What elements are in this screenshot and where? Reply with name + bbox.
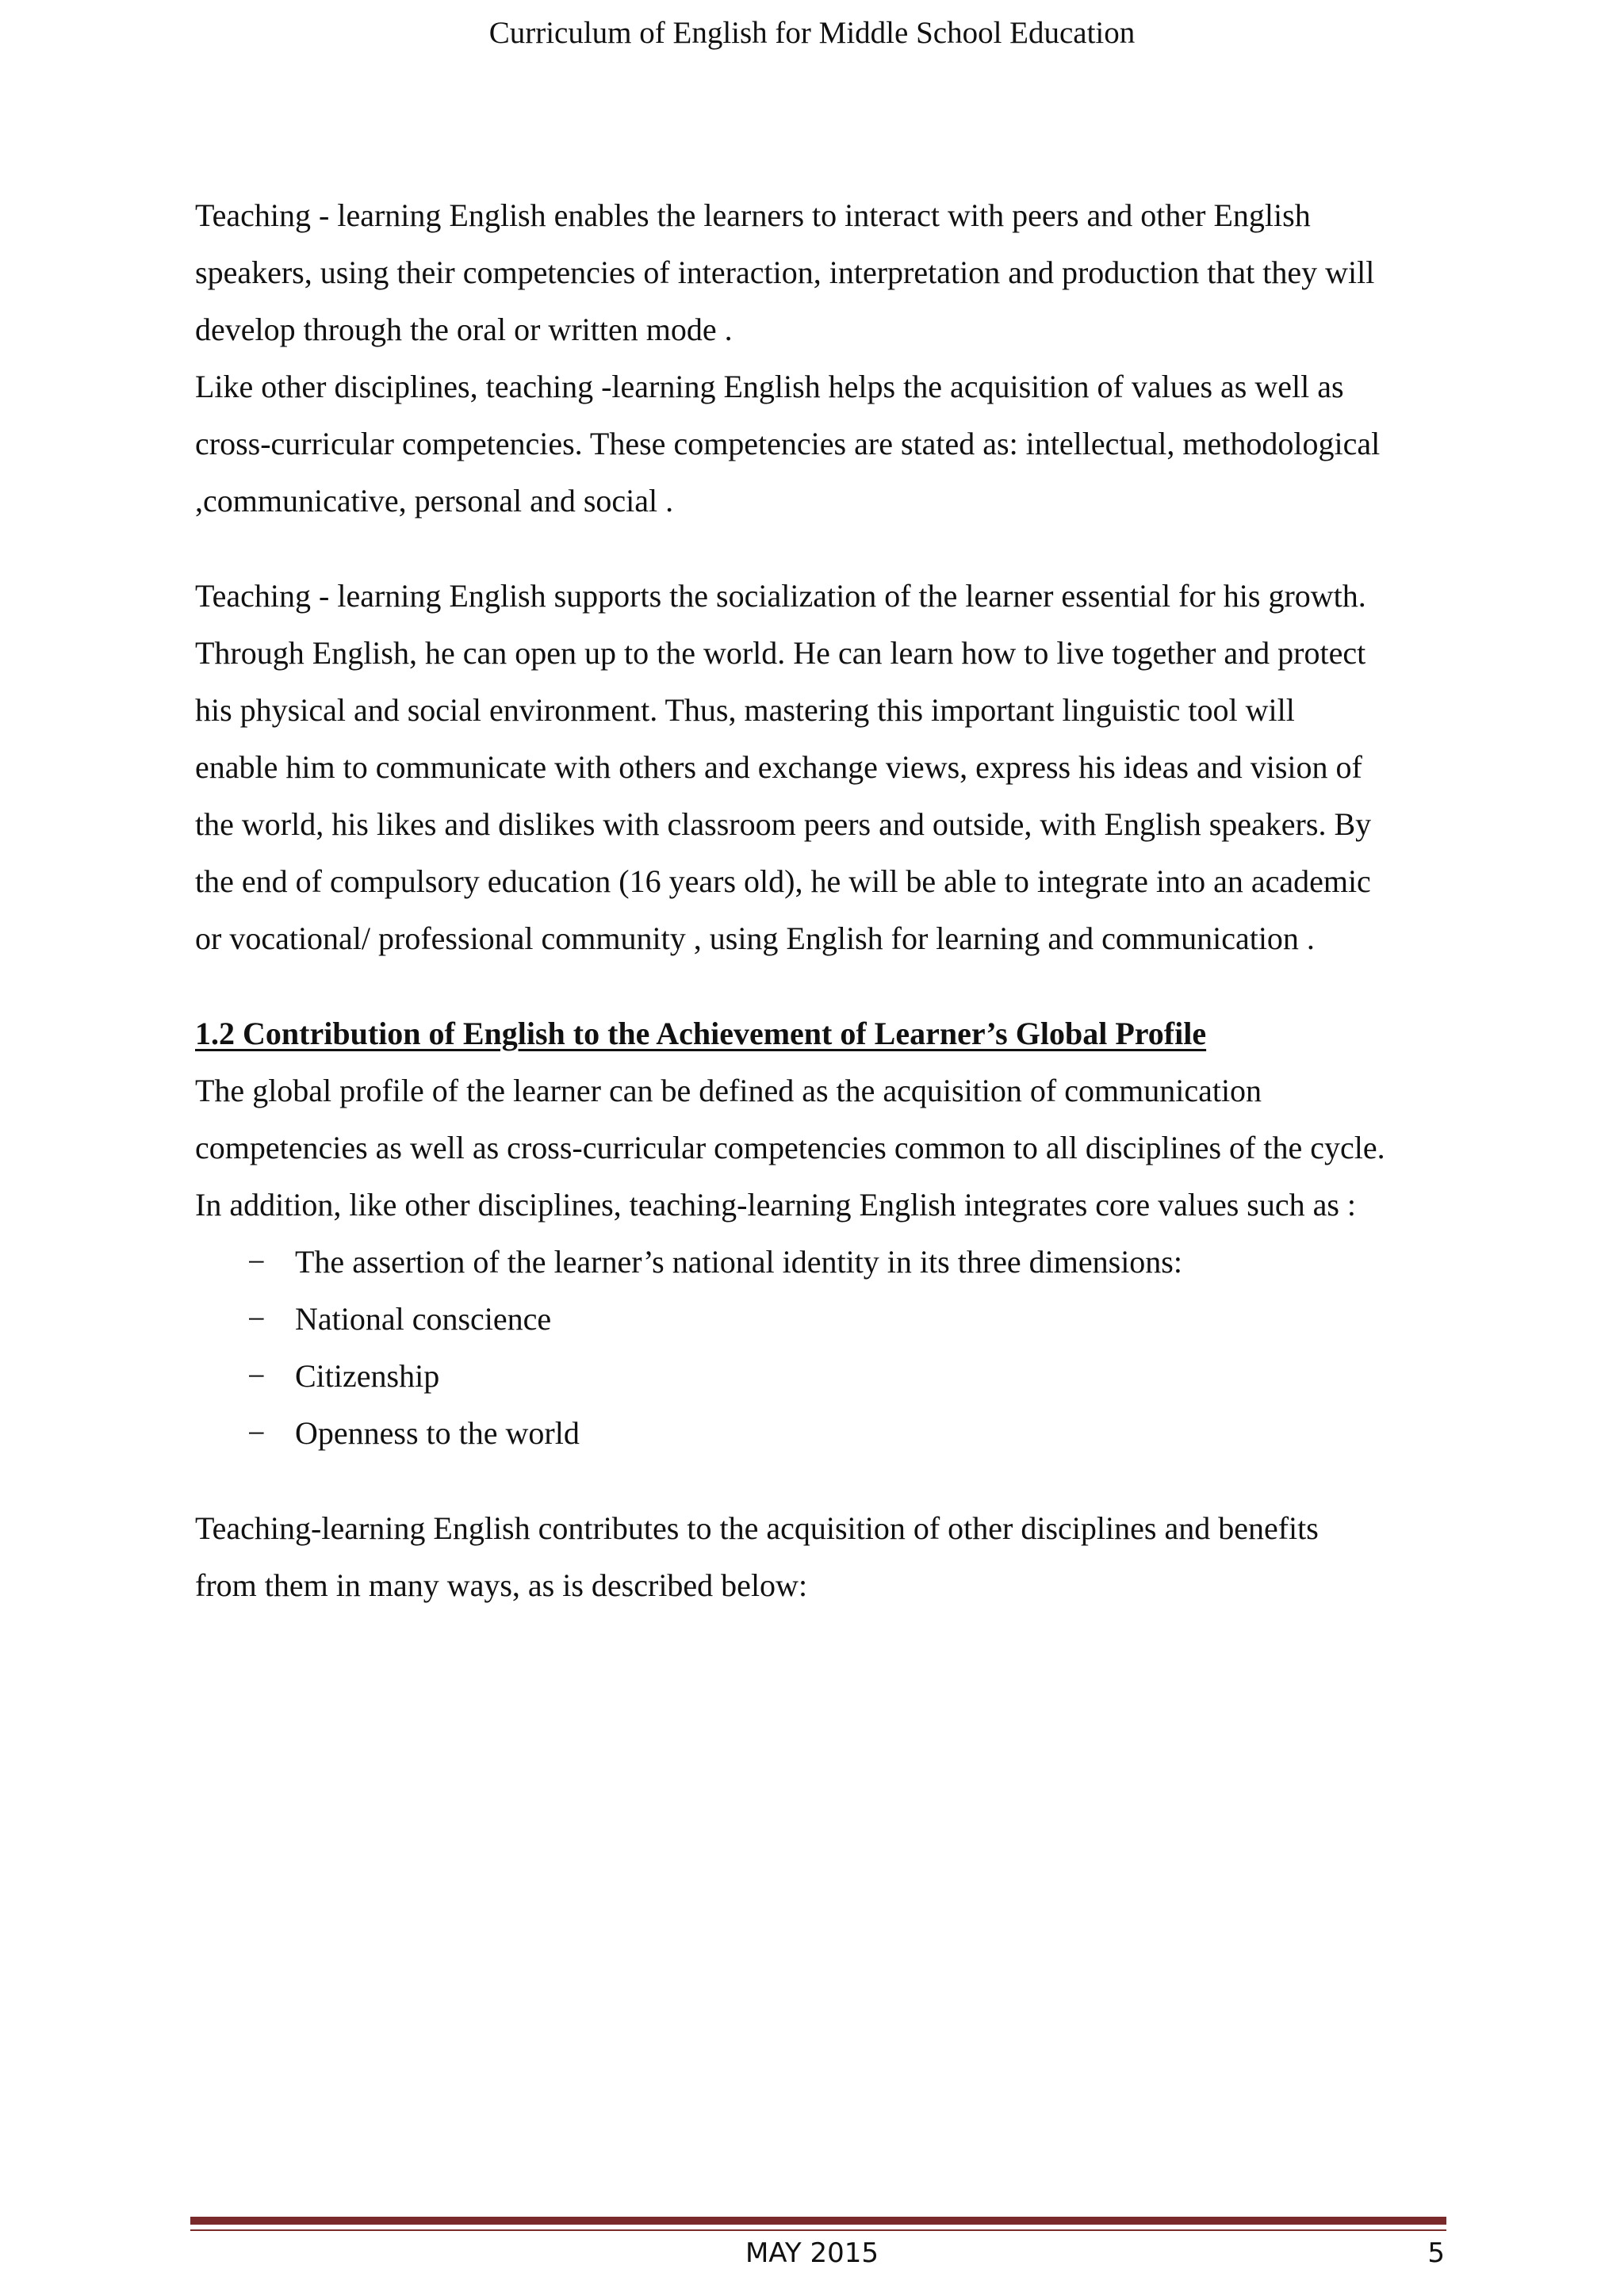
list-item bbox=[195, 1348, 1448, 1405]
footer-rule-thin bbox=[190, 2229, 1446, 2231]
values-list bbox=[195, 1234, 1448, 1462]
list-item-text: National conscience bbox=[295, 1301, 552, 1337]
text-line: ,communicative, personal and social . bbox=[195, 483, 674, 519]
text-line: Through English, he can open up to the world. He can learn how to live together and protect bbox=[195, 635, 1366, 671]
bullet-dash: − bbox=[247, 1244, 266, 1280]
paragraph-1 bbox=[195, 187, 1448, 530]
list-item-text: Openness to the world bbox=[295, 1415, 580, 1451]
text-line: In addition, like other disciplines, teaching-learning English integrates core values such as : bbox=[195, 1187, 1357, 1223]
footer-rule bbox=[190, 2217, 1446, 2225]
list-item bbox=[195, 1234, 1448, 1291]
text-line: cross-curricular competencies. These competencies are stated as: intellectual, methodological bbox=[195, 426, 1381, 461]
footer-date: MAY 2015 bbox=[745, 2237, 879, 2269]
text-line: the world, his likes and dislikes with classroom peers and outside, with English speakers. By bbox=[195, 806, 1372, 842]
document-body bbox=[195, 187, 1448, 1614]
list-item bbox=[195, 1405, 1448, 1462]
text-line: Like other disciplines, teaching -learning English helps the acquisition of values as well as bbox=[195, 369, 1344, 404]
list-item-text: The assertion of the learner’s national identity in its three dimensions: bbox=[295, 1244, 1182, 1280]
section-1-2 bbox=[195, 1005, 1448, 1614]
text-line: or vocational/ professional community , using English for learning and communication . bbox=[195, 920, 1315, 956]
text-line: competencies as well as cross-curricular competencies common to all disciplines of the cycle. bbox=[195, 1130, 1385, 1165]
text-line: The global profile of the learner can be defined as the acquisition of communication bbox=[195, 1073, 1262, 1108]
text-line: develop through the oral or written mode . bbox=[195, 312, 733, 347]
bullet-dash: − bbox=[247, 1415, 266, 1451]
list-item bbox=[195, 1291, 1448, 1348]
running-header: Curriculum of English for Middle School Education bbox=[488, 16, 1136, 50]
text-line: Teaching - learning English enables the learners to interact with peers and other English bbox=[195, 197, 1311, 233]
bullet-dash: − bbox=[247, 1301, 266, 1337]
page-number: 5 bbox=[1427, 2237, 1445, 2269]
text-line: from them in many ways, as is described below: bbox=[195, 1567, 808, 1603]
text-line: Teaching - learning English supports the socialization of the learner essential for his growth. bbox=[195, 578, 1366, 614]
paragraph-2 bbox=[195, 568, 1448, 967]
text-line: the end of compulsory education (16 years old), he will be able to integrate into an academic bbox=[195, 863, 1371, 899]
text-line: his physical and social environment. Thus, mastering this important linguistic tool will bbox=[195, 692, 1295, 728]
text-line: enable him to communicate with others and exchange views, express his ideas and vision of bbox=[195, 749, 1362, 785]
text-line: speakers, using their competencies of interaction, interpretation and production that they will bbox=[195, 254, 1375, 290]
text-line: Teaching-learning English contributes to the acquisition of other disciplines and benefits bbox=[195, 1510, 1319, 1546]
list-item-text: Citizenship bbox=[295, 1358, 440, 1394]
section-heading: 1.2 Contribution of English to the Achievement of Learner’s Global Profile bbox=[195, 1016, 1207, 1051]
bullet-dash: − bbox=[247, 1358, 266, 1394]
